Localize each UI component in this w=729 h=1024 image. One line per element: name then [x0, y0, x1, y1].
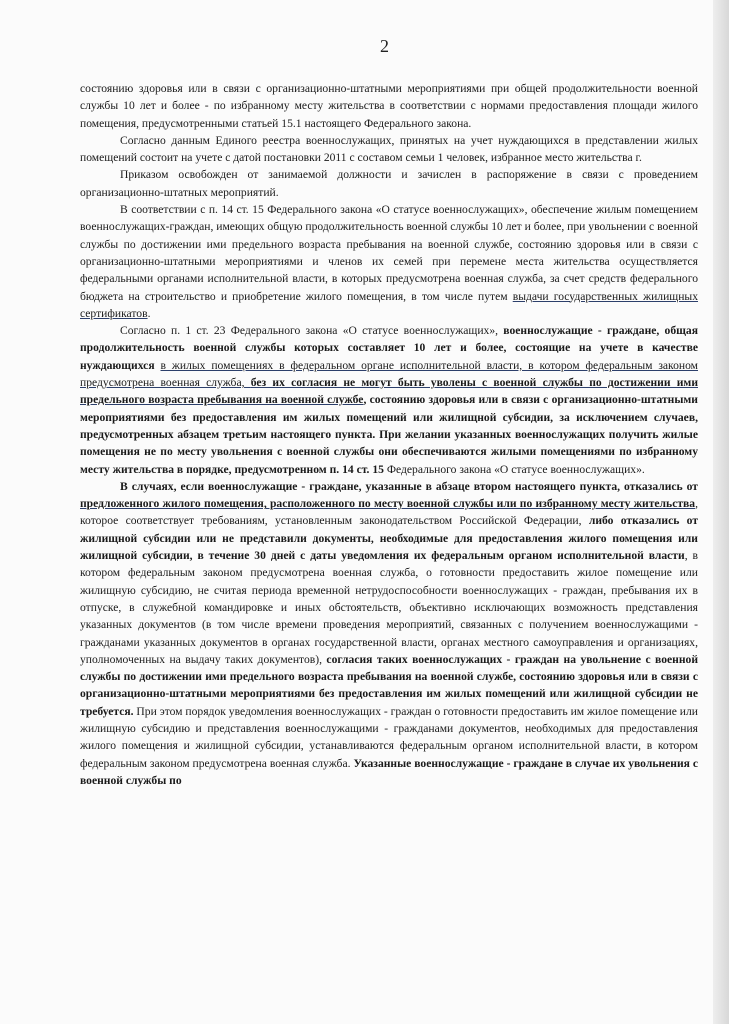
paragraph-4-end: . — [147, 306, 151, 320]
paragraph-2: Согласно данным Единого реестра военнослужащих, принятых на учет нуждающихся в представлении жилых помещений состоит на учете с датой постановки 2011 с составом семьи 1 человек, избранное место жительства г. — [80, 133, 698, 165]
paragraph-1: состоянию здоровья или в связи с организационно-штатными мероприятиями при общей продолжительности военной службы 10 лет и более - по избранному месту жительства в соответствии с нормами предоставления площади жилого помещения, предусмотренными статьей 15.1 настоящего Федерального закона. — [80, 82, 698, 130]
paragraph-5-end: Федерального закона «О статусе военнослужащих». — [386, 462, 645, 476]
paragraph-5-bold-2: , состоянию здоровья или в связи с организационно-штатными мероприятиями без предоставления им жилых помещений или жилищной субсидии, за исключением случаев, предусмотренных абзацем третьим настоящего пункта. При желании указанных военнослужащих получить жилые помещения не по месту увольнения с военной службы они обеспечиваются жилыми помещениями по избранному месту жительства в порядке, предусмотренном п. 14 ст. 15 — [80, 393, 698, 476]
paragraph-6-bold-1: В случаях, если военнослужащие - граждане, указанные в абзаце втором настоящего пункта, отказались от — [120, 479, 698, 493]
paragraph-5-bold-underlined: без их согласия не могут быть уволены с военной службы по достижении ими предельного возраста пребывания на военной службе — [80, 376, 698, 407]
paragraph-5-bold-1: военнослужащие - граждане, общая продолжительность военной службы которых составляет 10 лет и более, состоящие на учете в качестве нуждающихся — [80, 324, 698, 372]
paragraph-6-bold-4: Указанные военнослужащие - граждане в случае их увольнения с военной службы по — [80, 756, 699, 787]
paragraph-6-bold-3: согласия таких военнослужащих - граждан на увольнение с военной службы по достижении ими предельного возраста пребывания на военной службе, состоянию здоровья или в связи с организационно-штатными мероприятиями без предоставления им жилых помещений или жилищной субсидии не требуется. — [80, 652, 698, 718]
paragraph-3: Приказом освобожден от занимаемой должности и зачислен в распоряжение в связи с проведением организационно-штатных мероприятий. — [80, 168, 698, 199]
paragraph-6-text-3: При этом порядок уведомления военнослужащих - граждан о готовности предоставить им жилое помещение или жилищную субсидию и представления военнослужащими - гражданами документов, необходимых для предоставления жилого помещения и жилищной субсидии, устанавливаются федеральным органом исполнительной власти, в котором федеральным законом предусмотрена военная служба. — [80, 704, 698, 770]
paragraph-4-text: В соответствии с п. 14 ст. 15 Федерального закона «О статусе военнослужащих», обеспечение жилым помещением военнослужащих-граждан, имеющих общую продолжительность военной службы 10 лет и более, при увольнении с военной службы по достижении ими предельного возраста пребывания на военной службе, состоянию здоровья или в связи с организационно-штатными мероприятиями и членов их семей при перемене места жительства осуществляется федеральными органами исполнительной власти, в которых предусмотрена военная служба, за счет средств федерального бюджета на строительство и приобретение жилого помещения, в том числе путем — [80, 203, 698, 303]
paragraph-5-intro: Согласно п. 1 ст. 23 Федерального закона «О статусе военнослужащих», — [120, 324, 504, 338]
paragraph-5 — [80, 322, 698, 478]
paragraph-6-text-1: , которое соответствует требованиям, установленным законодательством Российской Федерации, — [80, 497, 698, 528]
paragraph-4 — [80, 201, 698, 322]
paragraph-4-underlined: выдачи государственных жилищных сертификатов — [80, 289, 699, 320]
paragraph-6-text-2: , в котором федеральным законом предусмотрена военная служба, о готовности предоставить жилое помещение или жилищную субсидию, не считая периода временной нетрудоспособности военнослужащих - граждан, пребывания их в отпуске, в служебной командировке и иных обстоятельств, объективно исключающих возможность представления указанных документов (в том числе времени проведения мероприятий, связанных с получением военнослужащими - гражданами указанных документов в органах государственной власти, органах местного самоуправления и организациях, уполномоченных на выдачу таких документов), — [80, 549, 698, 666]
paragraph-5-underlined-1: в жилых помещениях в федеральном органе исполнительной власти, в котором федеральным законом предусмотрена военная служба, — [80, 358, 699, 390]
paragraph-6-bold-underlined: предложенного жилого помещения, расположенного по месту военной службы или по избранному месту жительства — [80, 497, 696, 511]
paragraph-6-bold-2: либо отказались от жилищной субсидии или не представили документы, необходимые для предоставления жилого помещения или жилищной субсидии, в течение 30 дней с даты уведомления их федеральным органом исполнительной власти — [80, 514, 699, 563]
document-body — [80, 80, 698, 789]
page-number: 2 — [380, 36, 389, 56]
paragraph-6 — [80, 478, 698, 789]
scan-edge-shadow — [713, 0, 729, 1024]
